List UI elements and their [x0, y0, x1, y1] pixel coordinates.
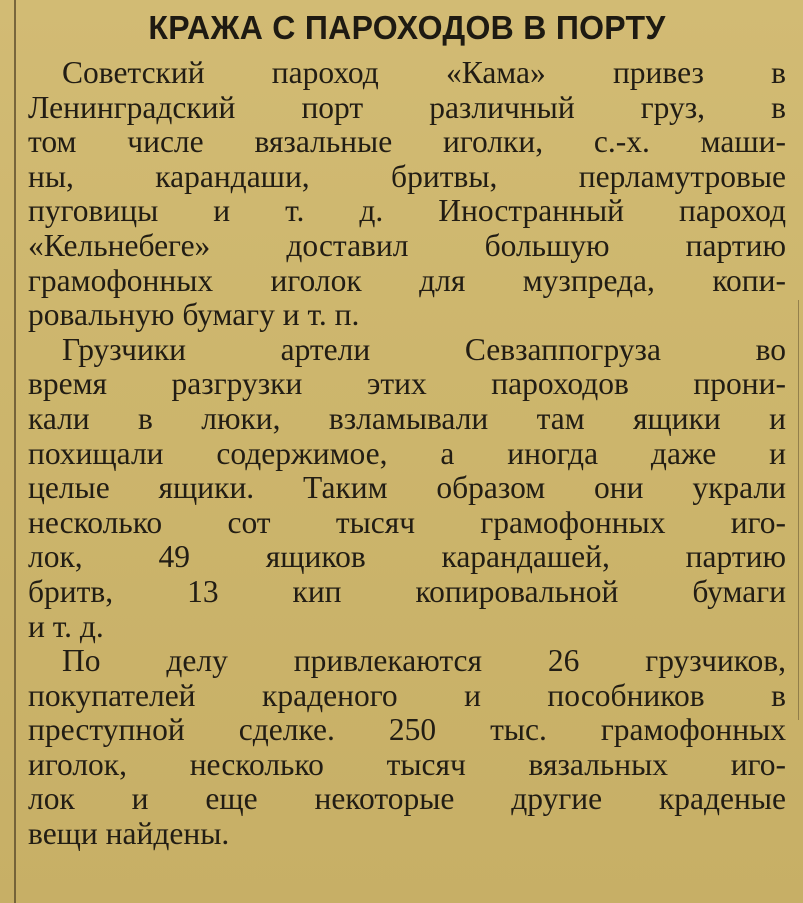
text-line: время разгрузки этих пароходов прони-: [28, 366, 786, 402]
text-line: иголок, несколько тысяч вязальных иго-: [28, 746, 786, 782]
column-rule-right: [798, 300, 799, 720]
text-line: целые ящики. Таким образом они украли: [28, 470, 786, 506]
text-line: бритв, 13 кип копировальной бумаги: [28, 573, 786, 609]
text-line: По делу привлекаются 26 грузчиков,: [62, 643, 786, 679]
text-line: ровальную бумагу и т. п.: [28, 297, 360, 333]
article-headline: КРАЖА С ПАРОХОДОВ В ПОРТУ: [148, 9, 666, 46]
text-line: и т. д.: [28, 608, 104, 644]
text-line: ны, карандаши, бритвы, перламутровые: [28, 158, 786, 194]
paragraph-3: [28, 644, 786, 852]
text-line: преступной сделке. 250 тыс. грамофонных: [28, 712, 786, 748]
text-line: вещи найдены.: [28, 816, 230, 852]
column-rule-left: [14, 0, 16, 903]
paragraph-1: [28, 56, 786, 333]
text-line: кали в люки, взламывали там ящики и: [28, 400, 786, 436]
text-line: несколько сот тысяч грамофонных иго-: [28, 504, 786, 540]
text-line: похищали содержимое, а иногда даже и: [28, 435, 786, 471]
text-line: покупателей краденого и пособников в: [28, 677, 786, 713]
text-line: Грузчики артели Севзаппогруза во: [62, 331, 786, 367]
paragraph-2: [28, 333, 786, 644]
text-line: лок, 49 ящиков карандашей, партию: [28, 539, 786, 575]
article: [28, 6, 786, 852]
text-line: том числе вязальные иголки, с.-х. маши-: [28, 124, 786, 160]
text-line: «Кельнебеге» доставил большую партию: [28, 227, 786, 263]
text-line: пуговицы и т. д. Иностранный пароход: [28, 193, 786, 229]
text-line: грамофонных иголок для музпреда, копи-: [28, 262, 786, 298]
text-line: лок и еще некоторые другие краденые: [28, 781, 786, 817]
text-line: Ленинградский порт различный груз, в: [28, 89, 786, 125]
text-line: Советский пароход «Кама» привез в: [62, 55, 786, 90]
